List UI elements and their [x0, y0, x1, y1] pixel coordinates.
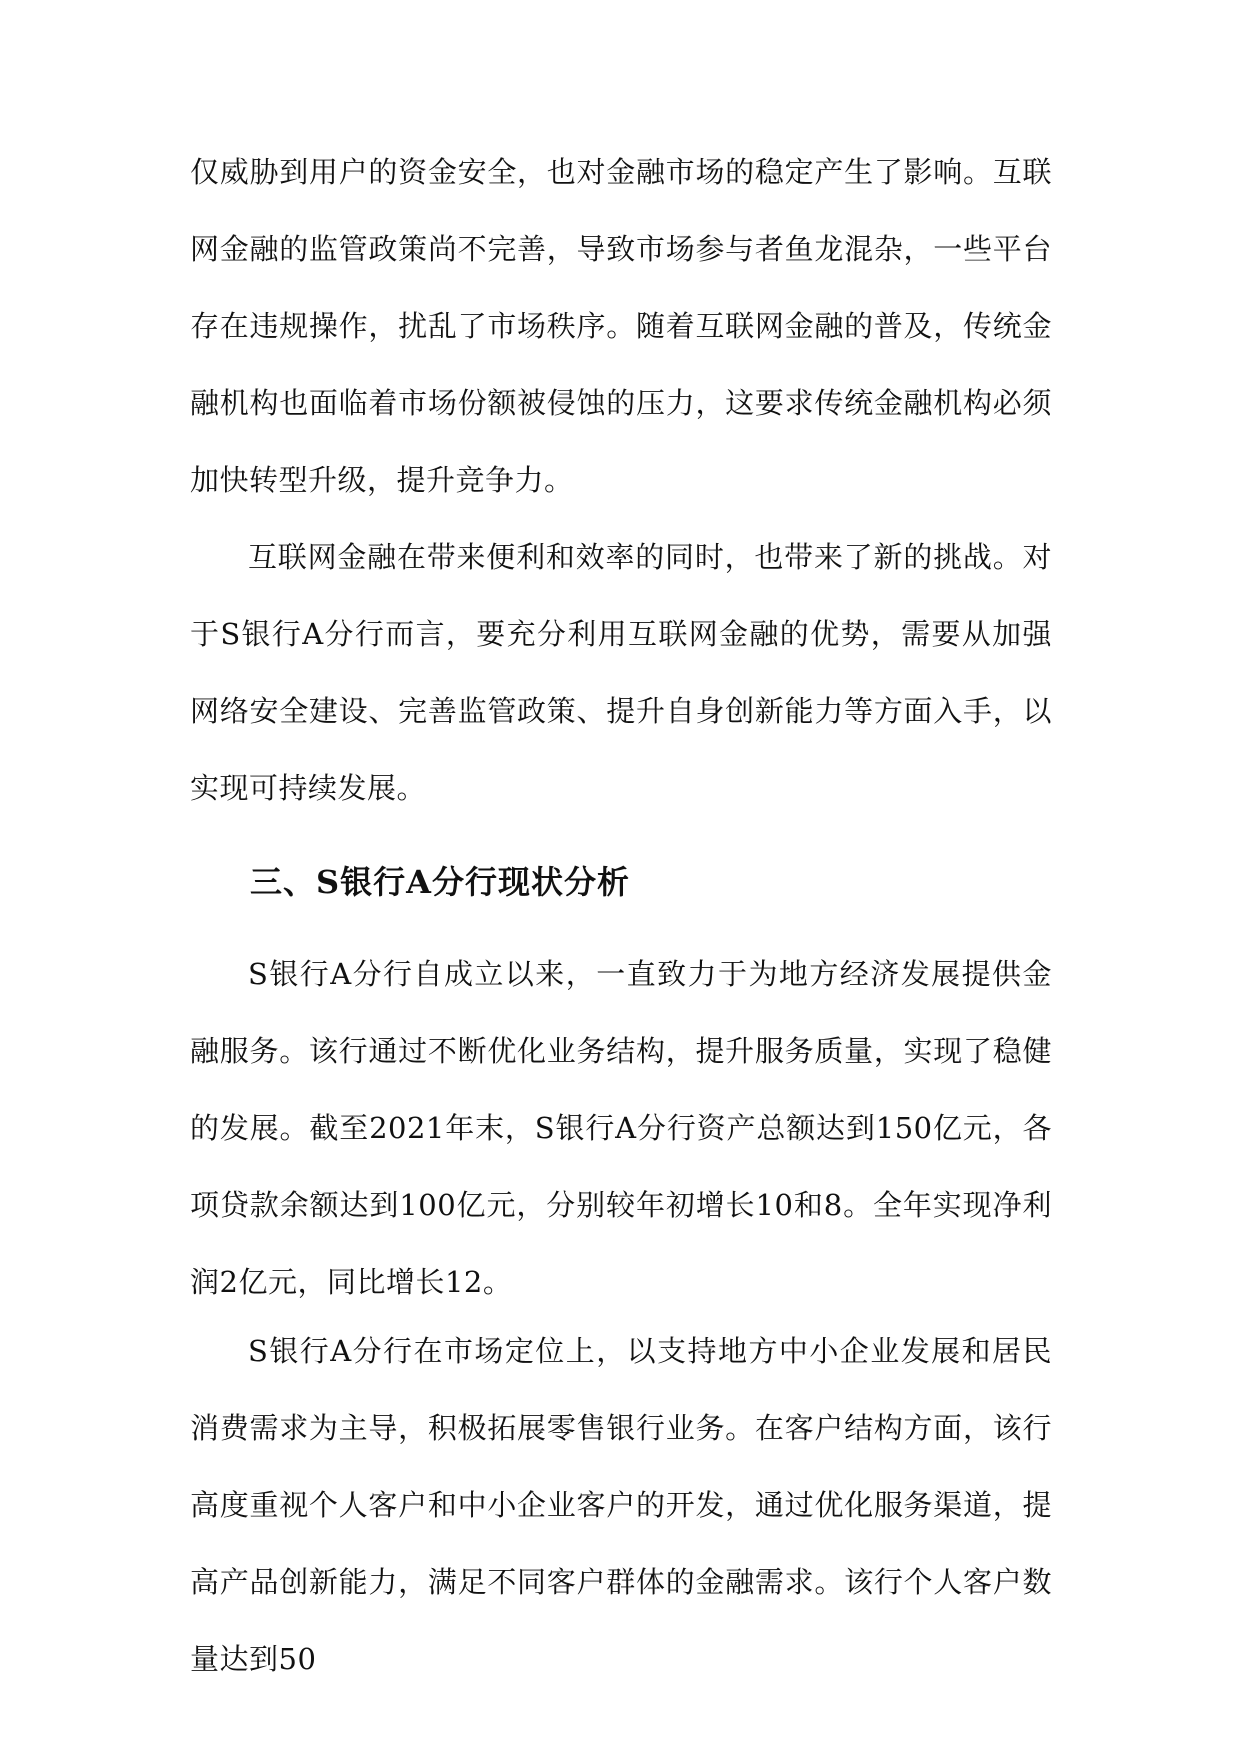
paragraph-internet-finance-challenges: 互联网金融在带来便利和效率的同时，也带来了新的挑战。对于S银行A分行而言，要充分利用互联网金融的优势，需要从加强网络安全建设、完善监管政策、提升自身创新能力等方面入手，以实现可持续发展。 — [190, 540, 1052, 805]
paragraph-branch-overview: S银行A分行自成立以来，一直致力于为地方经济发展提供金融服务。该行通过不断优化业务结构，提升服务质量，实现了稳健的发展。截至2021年末，S银行A分行资产总额达到150亿元，各项贷款余额达到100亿元，分别较年初增长10和8。全年实现净利润2亿元，同比增长12。 — [190, 957, 1052, 1299]
section-heading: 三、S银行A分行现状分析 — [250, 863, 630, 901]
paragraph-internet-finance-risks: 仅威胁到用户的资金安全，也对金融市场的稳定产生了影响。互联网金融的监管政策尚不完善，导致市场参与者鱼龙混杂，一些平台存在违规操作，扰乱了市场秩序。随着互联网金融的普及，传统金融机构也面临着市场份额被侵蚀的压力，这要求传统金融机构必须加快转型升级，提升竞争力。 — [190, 155, 1052, 497]
paragraph-market-positioning: S银行A分行在市场定位上，以支持地方中小企业发展和居民消费需求为主导，积极拓展零售银行业务。在客户结构方面，该行高度重视个人客户和中小企业客户的开发，通过优化服务渠道，提高产品创新能力，满足不同客户群体的金融需求。该行个人客户数量达到50 — [190, 1334, 1052, 1676]
